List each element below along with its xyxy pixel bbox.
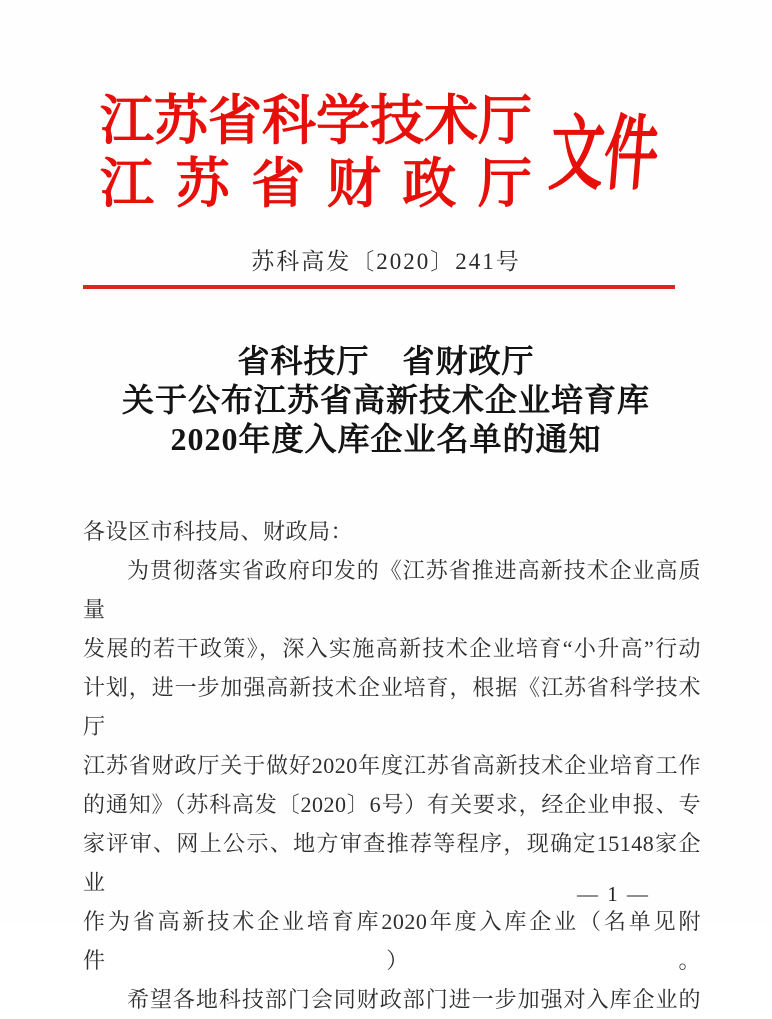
document-title: [0, 342, 772, 459]
body-line: 为贯彻落实省政府印发的《江苏省推进高新技术企业高质量: [83, 558, 701, 622]
body-line: 希望各地科技部门会同财政部门进一步加强对入库企业的: [127, 987, 701, 1012]
body-line: 家评审、网上公示、地方审查推荐等程序，现确定15148家企业: [83, 831, 701, 895]
document-letterhead: [100, 90, 672, 215]
document-type-label: 文件: [546, 108, 662, 200]
agency-name-finance: 江苏省财政厅: [100, 154, 532, 214]
title-line-agencies: 省科技厅 省财政厅: [237, 343, 535, 379]
body-line: 作为省高新技术企业培育库2020年度入库企业（名单见附件）。: [83, 909, 701, 973]
body-line: 江苏省财政厅关于做好2020年度江苏省高新技术企业培育工作: [83, 753, 701, 778]
page-number: — 1 —: [577, 882, 650, 906]
title-line-notice: 2020年度入库企业名单的通知: [170, 421, 602, 457]
document-number: 苏科高发〔2020〕241号: [251, 249, 521, 274]
body-line: 计划，进一步加强高新技术企业培育，根据《江苏省科学技术厅: [83, 675, 701, 739]
agency-names: [100, 90, 532, 215]
body-line: 发展的若干政策》，深入实施高新技术企业培育“小升高”行动: [83, 636, 701, 661]
body-line: 的通知》（苏科高发〔2020〕6号）有关要求，经企业申报、专: [83, 792, 701, 817]
agency-name-science-tech: 江苏省科学技术厅: [100, 91, 532, 151]
body-line: 各设区市科技局、财政局：: [83, 519, 354, 544]
red-divider-line: [83, 285, 675, 289]
body-lines: [83, 512, 701, 1019]
title-line-subject: 关于公布江苏省高新技术企业培育库: [121, 382, 650, 418]
